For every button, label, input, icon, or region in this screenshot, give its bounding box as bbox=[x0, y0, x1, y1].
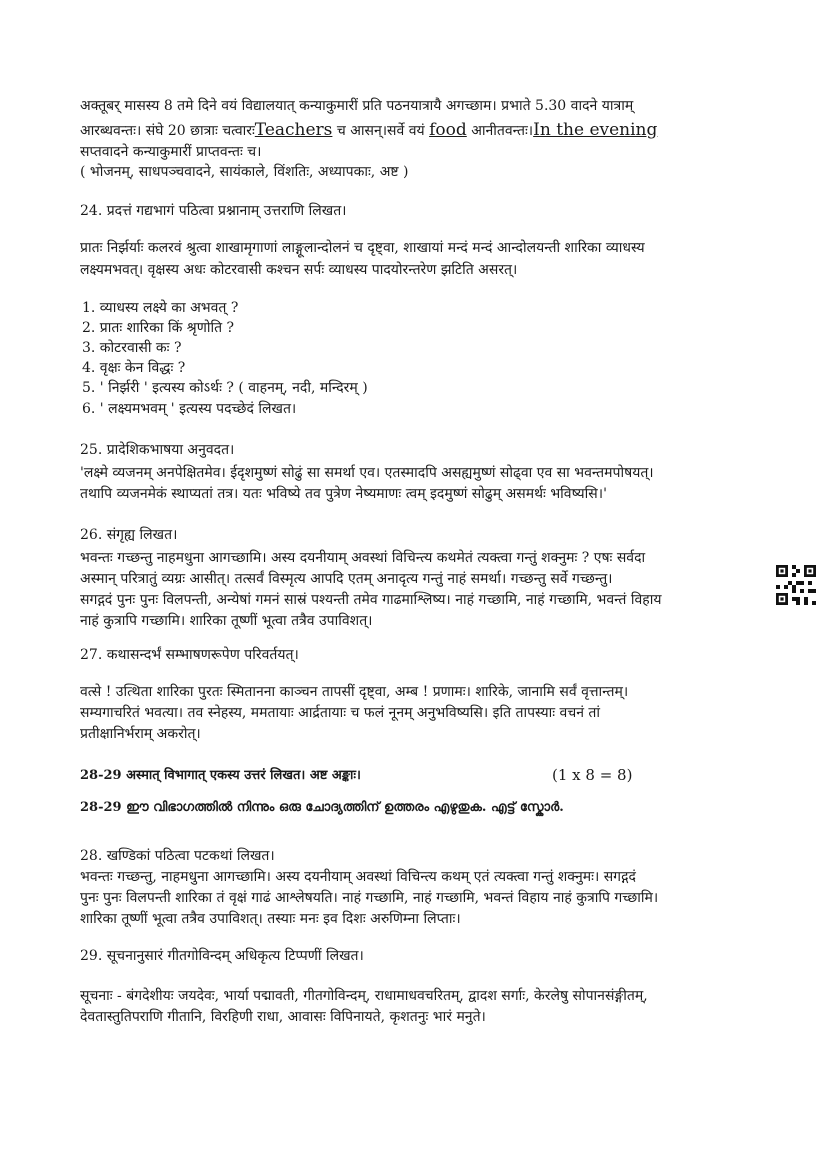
q27-line-1: वत्से ! उत्थिता शारिका पुरतः स्मितानना काञ्चन तापसीं दृष्ट्वा, अम्ब ! प्रणामः। शारिके, जानामि सर्वं वृत्तान्तम्। bbox=[80, 684, 629, 700]
intro-options: ( भोजनम्, साधपञ्चवादने, सायंकाले, विंशतिः, अध्यापकाः, अष्ट ) bbox=[80, 164, 409, 180]
q28-line-2: पुनः पुनः विलपन्ती शारिका तं वृक्षं गाढं आश्लेषयति। नाहं गच्छामि, नाहं गच्छामि, भवन्तं विहाय नाहं कुत्रापि गच्छामि। bbox=[80, 890, 659, 906]
intro-word-food: food bbox=[429, 120, 467, 140]
q24-question-1: 1. व्याधस्य लक्ष्ये का अभवत् ? bbox=[82, 300, 239, 316]
section-marks: (1 x 8 = 8) bbox=[552, 766, 633, 784]
q27-heading: 27. कथासन्दर्भं सम्भाषणरूपेण परिवर्तयत्। bbox=[80, 647, 299, 663]
q29-line-1: सूचनाः - बंगदेशीयः जयदेवः, भार्या पद्मावती, गीतगोविन्दम्, राधामाधवचरितम्, द्वादश सर्गाः, केरलेषु सोपानसंङ्गीतम्, bbox=[80, 988, 648, 1004]
q29-heading: 29. सूचनानुसारं गीतगोविन्दम् अधिकृत्य टिप्पणीं लिखत। bbox=[80, 948, 364, 964]
q25-line-1: 'लक्ष्मे व्यजनम् अनपेक्षितमेव। ईदृशमुष्णं सोढुं सा समर्था एव। एतस्मादपि असह्यमुष्णं सोढ्वा एव सा भवन्तमपोषयत्। bbox=[80, 465, 654, 481]
intro-line-2-part-a: आरब्धवन्तः। संघे 20 छात्राः चत्वारः bbox=[80, 123, 255, 139]
intro-line-1: अक्तूबर् मासस्य 8 तमे दिने वयं विद्यालयात् कन्याकुमारीं प्रति पठनयात्रायै अगच्छाम। प्रभाते 5.30 वादने यात्राम् bbox=[80, 98, 634, 114]
intro-line-3: सप्तवादने कन्याकुमारीं प्राप्तवन्तः च। bbox=[80, 144, 262, 160]
q24-question-3: 3. कोटरवासी कः ? bbox=[82, 340, 182, 356]
q26-line-2: अस्मान् परित्रातुं व्यग्रः आसीत्। तत्सर्वं विस्मृत्य आपदि एतम् अनादृत्य गन्तुं नाहं समर्था। गच्छन्तु सर्वे गच्छन्तु। bbox=[80, 571, 613, 587]
q25-line-2: तथापि व्यजनमेकं स्थाप्यतां तत्र। यतः भविष्ये तव पुत्रेण नेष्यमाणः त्वम् इदमुष्णं सोढुम् असमर्थः भविष्यसि।' bbox=[80, 486, 607, 502]
intro-line-2-part-b: च आसन्।सर्वे वयं bbox=[332, 123, 430, 139]
intro-line-2-part-c: आनीतवन्तः। bbox=[466, 123, 534, 139]
q26-line-3: सगद्गदं पुनः पुनः विलपन्ती, अन्येषां गमनं सास्रं पश्यन्ती तमेव गाढमाश्लिष्य। नाहं गच्छामि, नाहं गच्छामि, भवन्तं विहाय bbox=[80, 592, 662, 608]
q24-heading: 24. प्रदत्तं गद्यभागं पठित्वा प्रश्नानाम् उत्तराणि लिखत। bbox=[80, 203, 347, 219]
q26-heading: 26. संगृह्य लिखत। bbox=[80, 527, 178, 543]
q29-line-2: देवतास्तुतिपराणि गीतानि, विरहिणी राधा, आवासः विपिनायते, कृशतनुः भारं मनुते। bbox=[80, 1009, 486, 1025]
q25-heading: 25. प्रादेशिकभाषया अनुवदत। bbox=[80, 442, 235, 458]
q28-line-1: भवन्तः गच्छन्तु, नाहमधुना आगच्छामि। अस्य दयनीयाम् अवस्थां विचिन्त्य कथम् एतं त्यक्त्वा गन्तुं शक्नुमः। सगद्गदं bbox=[80, 869, 636, 885]
q27-line-3: प्रतीक्षानिर्भराम् अकरोत्। bbox=[80, 726, 201, 742]
q26-line-1: भवन्तः गच्छन्तु नाहमधुना आगच्छामि। अस्य दयनीयाम् अवस्थां विचिन्त्य कथमेतं त्यक्त्वा गन्तुं शक्नुमः ? एषः सर्वदा bbox=[80, 550, 646, 566]
section-malayalam-instruction: 28-29 ഈ വിഭാഗത്തിൽ നിന്നും ഒരു ചോദ്യത്തിന് ഉത്തരം എഴുതുക. എട്ട് സ്കോർ. bbox=[80, 800, 564, 815]
intro-line-2 bbox=[80, 120, 657, 141]
qr-code-icon bbox=[776, 565, 816, 605]
q24-passage-line-1: प्रातः निर्झर्याः कलरवं श्रुत्वा शाखामृगाणां लाङ्गूलान्दोलनं च दृष्ट्वा, शाखायां मन्दं मन्दं आन्दोलयन्ती शारिका व्याधस्य bbox=[80, 240, 645, 256]
q24-question-6: 6. ' लक्ष्यमभवम् ' इत्यस्य पदच्छेदं लिखत। bbox=[82, 401, 297, 417]
q28-heading: 28. खण्डिकां पठित्वा पटकथां लिखत। bbox=[80, 848, 275, 864]
q28-line-3: शारिका तूष्णीं भूत्वा तत्रैव उपाविशत्। तस्याः मनः इव दिशः अरुणिम्ना लिप्ताः। bbox=[80, 911, 461, 927]
q27-line-2: सम्यगाचरितं भवत्या। तव स्नेहस्य, ममतायाः आर्द्रतायाः च फलं नूनम् अनुभविष्यसि। इति तापस्याः वचनं तां bbox=[80, 705, 601, 721]
section-heading: 28-29 अस्मात् विभागात् एकस्य उत्तरं लिखत। अष्ट अङ्काः। bbox=[80, 768, 361, 783]
intro-word-teachers: Teachers bbox=[254, 120, 333, 140]
intro-word-evening: In the evening bbox=[533, 120, 658, 140]
q26-line-4: नाहं कुत्रापि गच्छामि। शारिका तूष्णीं भूत्वा तत्रैव उपाविशत्। bbox=[80, 613, 373, 629]
q24-question-4: 4. वृक्षः केन विद्धः ? bbox=[82, 360, 186, 376]
q24-question-5: 5. ' निर्झरी ' इत्यस्य कोऽर्थः ? ( वाहनम्, नदी, मन्दिरम् ) bbox=[82, 380, 368, 396]
q24-passage-line-2: लक्ष्यमभवत्। वृक्षस्य अधः कोटरवासी कश्चन सर्पः व्याधस्य पादयोरन्तरेण झटिति असरत्। bbox=[80, 262, 518, 278]
q24-question-2: 2. प्रातः शारिका किं श्रृणोति ? bbox=[82, 320, 235, 336]
